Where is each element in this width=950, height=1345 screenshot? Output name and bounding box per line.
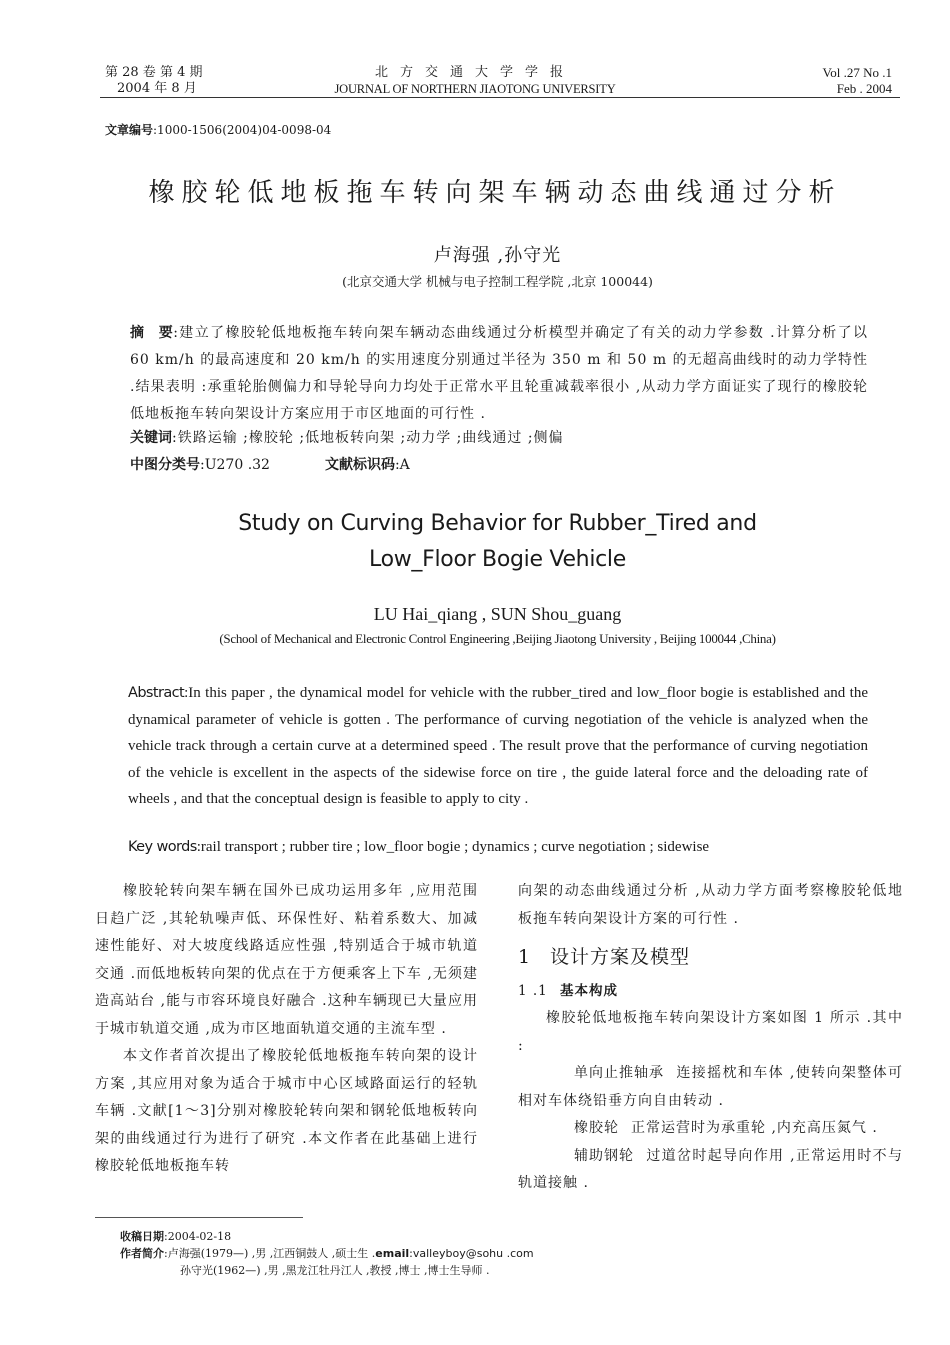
component-term: 辅助钢轮 [574,1147,634,1164]
received-label: 收稿日期 [120,1230,164,1243]
authors-cn: 卢海强 ,孙守光 [433,245,562,266]
footnote [120,1228,900,1279]
abstract-cn [130,320,868,428]
author-bio-text: :卢海强(1979—) ,男 ,江西铜鼓人 ,硕士生 . [164,1247,376,1260]
component-item [518,1143,903,1198]
header-rule [100,97,900,98]
classification-cn [130,453,410,477]
abstract-en-text: :In this paper , the dynamical model for vehicle with the rubber_tired and low_floor bogie is established and the dynamical parameter of vehicle is gotten . The performance of curving negotiation of the vehicle is analyzed when the vehicle track through a certain curve at a determined speed . The result prove that the performance of curving negotiation of the vehicle is excellent in the aspects of the sidewise force on tire , the guide lateral force and the deloading rate of wheels , and that the conceptual design is feasible to apply to city . [128,685,868,807]
title-cn: 橡胶轮低地板拖车转向架车辆动态曲线通过分析 [148,178,842,208]
doc-code-label: 文献标识码 [324,457,395,473]
subsection-number: 1 .1 [518,983,548,999]
abstract-en-label: Abstract [128,685,185,701]
author-bio-1 [120,1245,900,1262]
header-volume-en [823,65,892,97]
authors-en: LU Hai_qiang , SUN Shou_guang [373,604,622,624]
affiliation-cn: (北京交通大学 机械与电子控制工程学院 ,北京 100044) [342,274,653,289]
keywords-en [128,839,709,856]
header-journal [0,65,950,97]
keywords-en-text: :rail transport ; rubber tire ; low_floor bogie ; dynamics ; curve negotiation ; sidewise [196,839,710,855]
received-value: :2004-02-18 [164,1230,232,1243]
subsection-title: 基本构成 [560,983,618,999]
abstract-cn-label: 摘 要 [130,325,174,341]
body-right-column [518,878,903,1198]
abstract-en [128,680,868,813]
email-value[interactable]: :valleyboy@sohu .com [409,1247,534,1260]
clc-value: :U270 .32 [200,457,270,473]
article-number-label: 文章编号 [105,123,154,137]
keywords-cn [130,426,564,450]
body-paragraph: 向架的动态曲线通过分析 ,从动力学方面考察橡胶轮低地板拖车转向架设计方案的可行性 . [518,883,903,927]
body-paragraph: 橡胶轮转向架车辆在国外已成功运用多年 ,应用范围日趋广泛 ,其轮轨噪声低、环保性好、粘着系数大、加减速性能好、对大坡度线路适应性强 ,特别适合于城市轨道交通 .而低地板转向架的优点在于方便乘客上下车 ,无须建造高站台 ,能与市容环境良好融合 .这种车辆现已大量应用于城市轨道交通 ,成为市区地面轨道交通的主流车型 . [95,883,478,1037]
abstract-cn-text: :建立了橡胶轮低地板拖车转向架车辆动态曲线通过分析模型并确定了有关的动力学参数 .计算分析了以 60 km/h 的最高速度和 20 km/h 的实用速度分别通过半径为 350 m 和 50 m 的无超高曲线时的动力学特性 .结果表明 :承重轮胎侧偏力和导轮导向力均处于正常水平且轮重减载率很小 ,从动力学方面证实了现行的橡胶轮低地板拖车转向架设计方案应用于市区地面的可行性 . [130,325,868,422]
body-left-column [95,878,478,1181]
title-en-line1: Study on Curving Behavior for Rubber_Tired and [238,511,757,536]
article-number-value: :1000-1506(2004)04-0098-04 [153,123,332,137]
header-vol-cn: 第 28 卷 第 4 期 [105,65,203,80]
header-date-cn: 2004 年 8 月 [117,81,197,96]
keywords-en-label: Key words [128,839,197,855]
footnote-rule [95,1217,303,1218]
component-term: 橡胶轮 [574,1120,619,1136]
email-label: email [375,1247,410,1260]
author-bio-label: 作者简介 [120,1247,164,1260]
keywords-cn-label: 关键词 [130,430,172,446]
body-paragraph: 橡胶轮低地板拖车转向架设计方案如图 1 所示 .其中 : [518,1010,903,1054]
author-bio-2: 孙守光(1962—) ,男 ,黑龙江牡丹江人 ,教授 ,博士 ,博士生导师 . [180,1264,490,1277]
section-number: 1 [518,946,532,968]
section-title: 设计方案及模型 [550,946,691,968]
component-item [518,1115,903,1143]
header-date-en: Feb . 2004 [836,81,892,96]
keywords-cn-text: :铁路运输 ;橡胶轮 ;低地板转向架 ;动力学 ;曲线通过 ;侧偏 [172,430,564,446]
received-date [120,1228,900,1245]
component-term: 单向止推轴承 [574,1065,664,1081]
component-desc: 连接摇枕和车体 ,使转向架整体可相对车体绕铅垂方向自由转动 . [518,1065,903,1109]
component-desc: 过道岔时起导向作用 ,正常运用时不与轨道接触 . [518,1147,903,1191]
article-number [105,121,331,138]
header-journal-cn: 北方交通大学学报 [374,65,575,80]
component-desc: 正常运营时为承重轮 ,内充高压氮气 . [631,1120,878,1136]
subsection-heading [518,978,903,1005]
clc-label: 中图分类号 [130,457,200,473]
title-en-line2: Low_Floor Bogie Vehicle [369,547,626,572]
header-journal-en: JOURNAL OF NORTHERN JIAOTONG UNIVERSITY [334,82,616,96]
header-vol-en: Vol .27 No .1 [822,65,892,80]
body-paragraph: 本文作者首次提出了橡胶轮低地板拖车转向架的设计方案 ,其应用对象为适合于城市中心区域路面运行的轻轨车辆 .文献[1～3]分别对橡胶轮转向架和钢轮低地板转向架的曲线通过行为进行了研究 .本文作者在此基础上进行橡胶轮低地板拖车转 [95,1048,478,1174]
component-item [518,1060,903,1115]
doc-code-value: :A [394,457,410,473]
affiliation-en: (School of Mechanical and Electronic Control Engineering ,Beijing Jiaotong University , Beijing 100044 ,China) [219,631,776,646]
section-heading [518,942,903,972]
title-en [0,506,950,578]
